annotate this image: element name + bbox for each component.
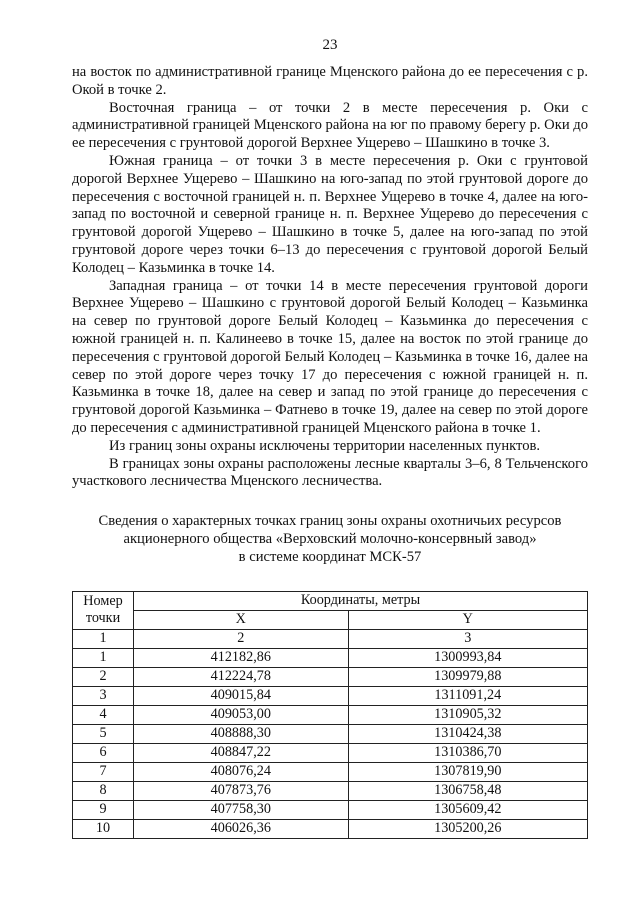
column-number: 1	[73, 629, 134, 648]
cell-x: 409053,00	[134, 705, 349, 724]
table-row	[73, 705, 588, 724]
cell-x: 408076,24	[134, 762, 349, 781]
cell-point: 3	[73, 686, 134, 705]
cell-y: 1310905,32	[348, 705, 587, 724]
cell-y: 1310424,38	[348, 724, 587, 743]
cell-y: 1311091,24	[348, 686, 587, 705]
table-row	[73, 667, 588, 686]
header-point-number	[73, 591, 134, 629]
cell-x: 412182,86	[134, 648, 349, 667]
column-number: 3	[348, 629, 587, 648]
cell-point: 6	[73, 743, 134, 762]
cell-y: 1300993,84	[348, 648, 587, 667]
cell-point: 5	[73, 724, 134, 743]
coordinates-table	[72, 591, 588, 839]
cell-x: 408847,22	[134, 743, 349, 762]
cell-point: 4	[73, 705, 134, 724]
cell-y: 1310386,70	[348, 743, 587, 762]
table-row	[73, 800, 588, 819]
table-row	[73, 781, 588, 800]
cell-point: 8	[73, 781, 134, 800]
cell-y: 1307819,90	[348, 762, 587, 781]
cell-y: 1305200,26	[348, 819, 587, 838]
header-point-line: Номер	[83, 593, 123, 610]
cell-x: 406026,36	[134, 819, 349, 838]
cell-point: 2	[73, 667, 134, 686]
paragraph: Южная граница – от точки 3 в месте пересечения р. Оки с грунтовой дорогой Верхнее Ущерево – Шашкино на юго-запад по этой грунтовой дороге до пересечения с восточной границей н. п. Верхнее Ущерево в точке 4, далее на юго-запад по восточной и северной границе н. п. Верхнее Ущерево до пересечения с грунтовой дорогой Ущерево – Шашкино в точке 5, далее на юго-запад по этой грунтовой дороге через точки 6–13 до пересечения с грунтовой дорогой Белый Колодец – Казьминка в точке 14.	[72, 152, 588, 276]
paragraph: на восток по административной границе Мценского района до ее пересечения с р. Окой в точке 2.	[72, 64, 588, 98]
cell-y: 1309979,88	[348, 667, 587, 686]
header-point-line: точки	[85, 610, 121, 627]
caption-line: акционерного общества «Верховский молочно-консервный завод»	[123, 530, 537, 547]
table-row	[73, 686, 588, 705]
paragraph: Из границ зоны охраны исключены территории населенных пунктов.	[109, 437, 541, 454]
page-number: 23	[322, 37, 338, 53]
table-row	[73, 762, 588, 781]
cell-y: 1306758,48	[348, 781, 587, 800]
table-row	[73, 819, 588, 838]
paragraph: Восточная граница – от точки 2 в месте пересечения р. Оки с административной границей Мценского района на юг по правому берегу р. Оки до ее пересечения с грунтовой дорогой Верхнее Ущерево – Шашкино в точке 3.	[72, 99, 588, 152]
header-y: Y	[348, 610, 587, 629]
cell-x: 407758,30	[134, 800, 349, 819]
caption-line: в системе координат МСК-57	[238, 548, 422, 565]
header-coordinates: Координаты, метры	[134, 591, 588, 610]
body-text	[72, 64, 588, 491]
table-subheader-row	[73, 610, 588, 629]
cell-x: 407873,76	[134, 781, 349, 800]
cell-x: 412224,78	[134, 667, 349, 686]
table-caption	[72, 513, 588, 566]
cell-point: 1	[73, 648, 134, 667]
column-number: 2	[134, 629, 349, 648]
cell-point: 7	[73, 762, 134, 781]
header-x: X	[134, 610, 349, 629]
paragraph: В границах зоны охраны расположены лесные кварталы 3–6, 8 Тельченского участкового лесничества Мценского лесничества.	[72, 455, 588, 490]
caption-line: Сведения о характерных точках границ зоны охраны охотничьих ресурсов	[98, 513, 562, 530]
paragraph: Западная граница – от точки 14 в месте пересечения грунтовой дороги Верхнее Ущерево – Шашкино с грунтовой дорогой Белый Колодец – Казьминка на север по грунтовой дороге Белый Колодец – Казьминка до пересечения с южной границей н. п. Калинеево в точке 15, далее на восток по этой границе до пересечения с грунтовой дорогой Белый Колодец – Казьминка в точке 16, далее на север по этой дороге через точку 17 до пересечения с южной границей н. п. Казьминка в точке 18, далее на север и запад по этой границе до пересечения с грунтовой дорогой Казьминка – Фатнево в точке 19, далее на север по этой дороге до пересечения с административной границей Мценского района в точке 1.	[72, 277, 588, 436]
table-header-row	[73, 591, 588, 610]
table-row	[73, 724, 588, 743]
cell-point: 9	[73, 800, 134, 819]
document-page	[72, 36, 588, 839]
column-number-row	[73, 629, 588, 648]
cell-x: 409015,84	[134, 686, 349, 705]
table-row	[73, 743, 588, 762]
cell-x: 408888,30	[134, 724, 349, 743]
cell-y: 1305609,42	[348, 800, 587, 819]
cell-point: 10	[73, 819, 134, 838]
table-row	[73, 648, 588, 667]
